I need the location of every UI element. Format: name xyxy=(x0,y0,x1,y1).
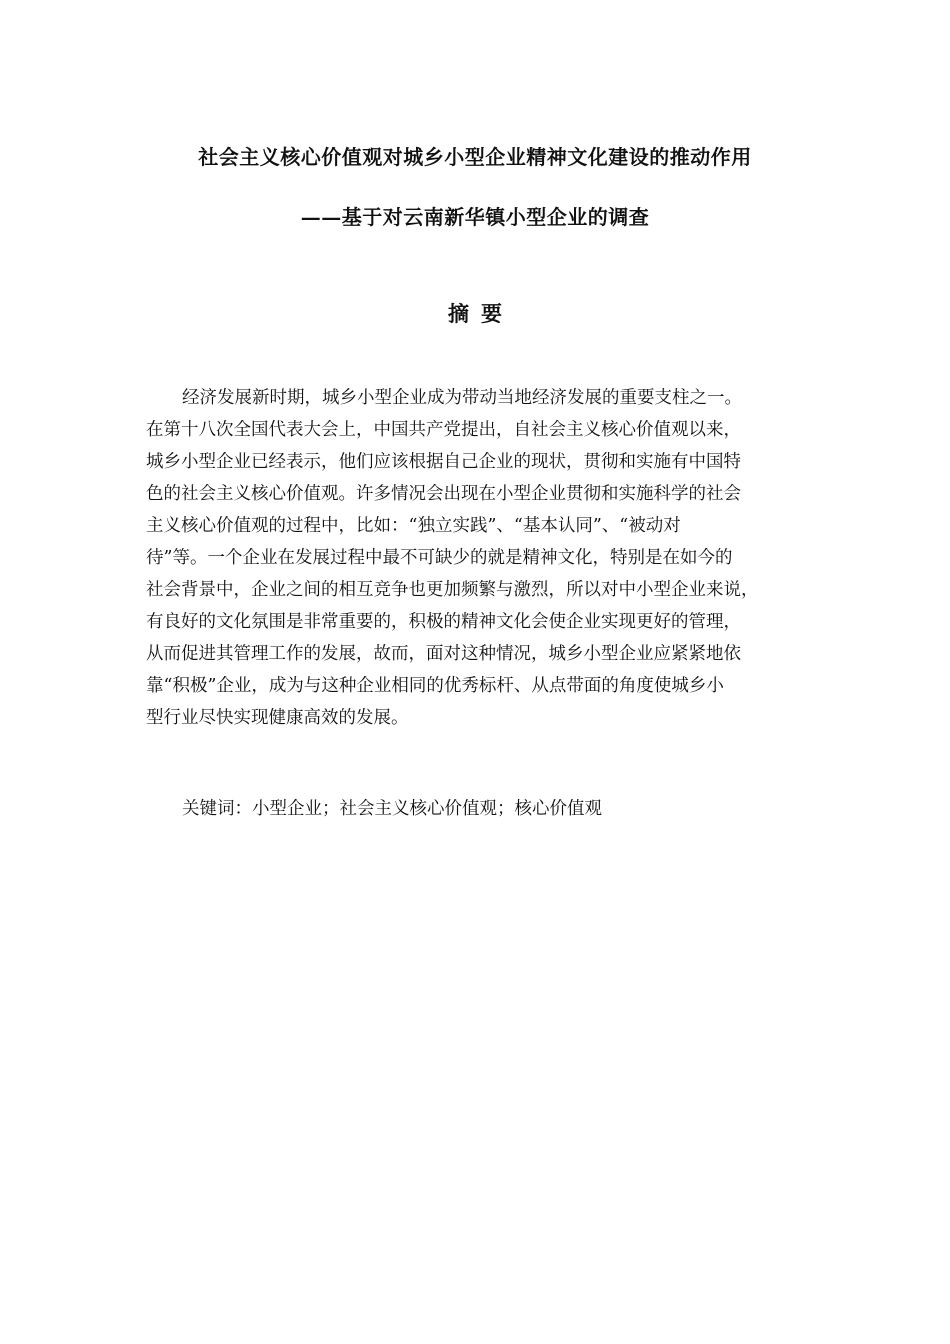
abstract-line: 靠“积极”企业，成为与这种企业相同的优秀标杆、从点带面的角度使城乡小 xyxy=(146,676,724,696)
abstract-line: 城乡小型企业已经表示，他们应该根据自己企业的现状，贯彻和实施有中国特 xyxy=(146,452,741,472)
document-title: 社会主义核心价值观对城乡小型企业精神文化建设的推动作用 xyxy=(198,145,752,169)
abstract-line: 社会背景中，企业之间的相互竞争也更加频繁与激烈，所以对中小型企业来说， xyxy=(146,580,759,600)
document-subtitle: ——基于对云南新华镇小型企业的调查 xyxy=(300,205,650,229)
abstract-line: 待”等。一个企业在发展过程中最不可缺少的就是精神文化，特别是在如今的 xyxy=(146,548,733,568)
abstract-body xyxy=(146,382,826,734)
abstract-line: 有良好的文化氛围是非常重要的，积极的精神文化会使企业实现更好的管理， xyxy=(146,612,741,632)
abstract-line: 从而促进其管理工作的发展，故而，面对这种情况，城乡小型企业应紧紧地依 xyxy=(146,644,741,664)
abstract-line: 型行业尽快实现健康高效的发展。 xyxy=(146,708,409,728)
abstract-line: 在第十八次全国代表大会上，中国共产党提出，自社会主义核心价值观以来， xyxy=(146,420,741,440)
abstract-line: 主义核心价值观的过程中，比如：“独立实践”、“基本认同”、“被动对 xyxy=(146,516,681,536)
abstract-line: 经济发展新时期，城乡小型企业成为带动当地经济发展的重要支柱之一。 xyxy=(182,388,742,408)
keywords: 关键词：小型企业；社会主义核心价值观；核心价值观 xyxy=(182,799,602,819)
abstract-heading: 摘要 xyxy=(448,301,514,326)
abstract-line: 色的社会主义核心价值观。许多情况会出现在小型企业贯彻和实施科学的社会 xyxy=(146,484,741,504)
